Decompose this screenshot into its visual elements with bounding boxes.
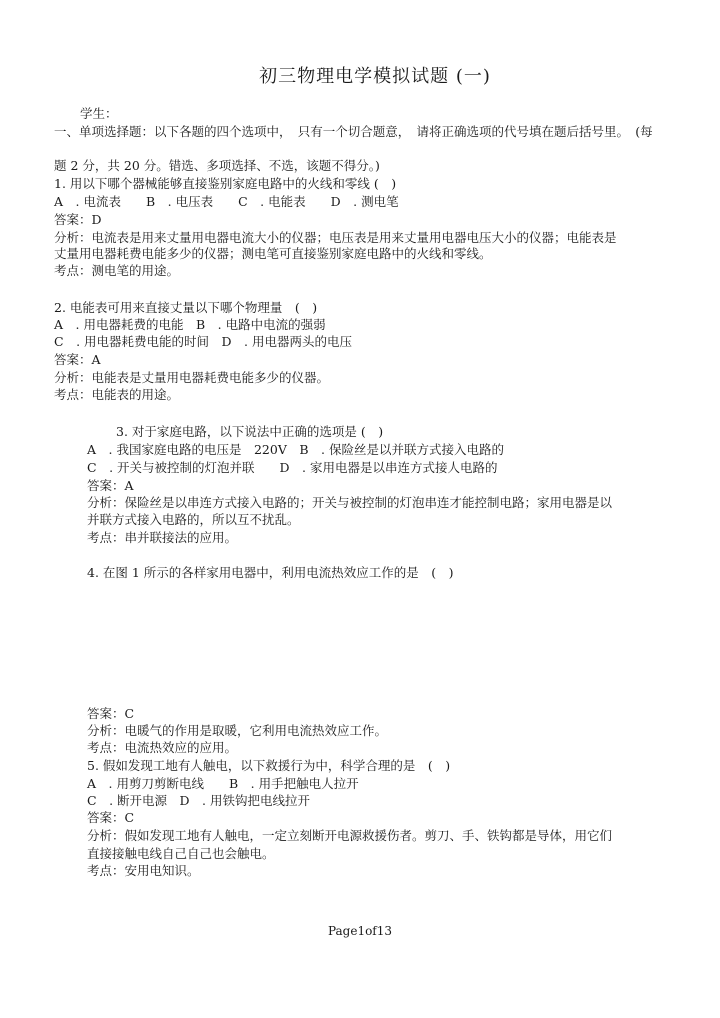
question-5-options: A . 用剪刀剪断电线 B . 用手把触电人拉开: [87, 776, 359, 791]
question-1-options: A . 电流表 B . 电压表 C . 电能表 D . 测电笔: [54, 194, 399, 209]
question-1-analysis: 丈量用电器耗费电能多少的仪器；测电笔可直接鉴别家庭电路中的火线和零线。: [54, 246, 492, 261]
question-1-analysis: 分析：电流表是用来丈量用电器电流大小的仪器；电压表是用来丈量用电器电压大小的仪器；电能表是: [54, 230, 617, 245]
question-5-analysis: 分析：假如发现工地有人触电，一定立刻断开电源救援伤者。剪刀、手、铁钩都是导体，用它们: [87, 828, 613, 843]
question-2-point: 考点：电能表的用途。: [54, 387, 180, 402]
question-5-point: 考点：安用电知识。: [87, 863, 200, 878]
question-5-analysis: 直接接触电线自己自己也会触电。: [87, 846, 275, 861]
question-3-point: 考点：串并联接法的应用。: [87, 530, 238, 545]
question-2-analysis: 分析：电能表是丈量用电器耗费电能多少的仪器。: [54, 370, 330, 385]
question-2-stem: 2. 电能表可用来直接丈量以下哪个物理量 ( ): [54, 300, 318, 315]
question-3-stem: 3. 对于家庭电路，以下说法中正确的选项是 ( ): [116, 424, 384, 439]
question-4-point: 考点：电流热效应的应用。: [87, 740, 238, 755]
question-4-answer: 答案：C: [87, 706, 135, 721]
question-4-stem: 4. 在图 1 所示的各样家用电器中，利用电流热效应工作的是 ( ): [87, 565, 454, 580]
instructions-line: 题 2 分，共 20 分。错选、多项选择、不选，该题不得分。): [54, 158, 380, 173]
question-1-point: 考点：测电笔的用途。: [54, 263, 180, 278]
question-2-options: A . 用电器耗费的电能 B . 电路中电流的强弱: [54, 317, 326, 332]
page-title: 初三物理电学模拟试题 (一): [259, 66, 491, 87]
question-2-options: C . 用电器耗费电能的时间 D . 用电器两头的电压: [54, 334, 352, 349]
student-label: 学生：: [80, 106, 118, 121]
question-3-analysis: 并联方式接入电路的，所以互不扰乱。: [87, 512, 300, 527]
page-number: Page1of13: [327, 924, 393, 938]
question-2-answer: 答案：A: [54, 352, 101, 367]
question-3-options: A . 我国家庭电路的电压是 220V B . 保险丝是以并联方式接入电路的: [87, 442, 504, 457]
question-5-answer: 答案：C: [87, 810, 135, 825]
question-5-options: C . 断开电源 D . 用铁钩把电线拉开: [87, 793, 310, 808]
question-4-analysis: 分析：电暖气的作用是取暖，它利用电流热效应工作。: [87, 723, 388, 738]
question-3-answer: 答案：A: [87, 478, 134, 493]
question-1-stem: 1. 用以下哪个器械能够直接鉴别家庭电路中的火线和零线 ( ): [54, 176, 397, 191]
question-3-options: C . 开关与被控制的灯泡并联 D . 家用电器是以串连方式接人电路的: [87, 460, 498, 475]
instructions-line: 一、单项选择题：以下各题的四个选项中， 只有一个切合题意， 请将正确选项的代号填在题后括号里。 (每: [54, 124, 653, 139]
question-3-analysis: 分析：保险丝是以串连方式接入电路的；开关与被控制的灯泡串连才能控制电路；家用电器是以: [87, 495, 613, 510]
question-5-stem: 5. 假如发现工地有人触电，以下救援行为中，科学合理的是 ( ): [87, 758, 451, 773]
question-1-answer: 答案：D: [54, 212, 102, 227]
